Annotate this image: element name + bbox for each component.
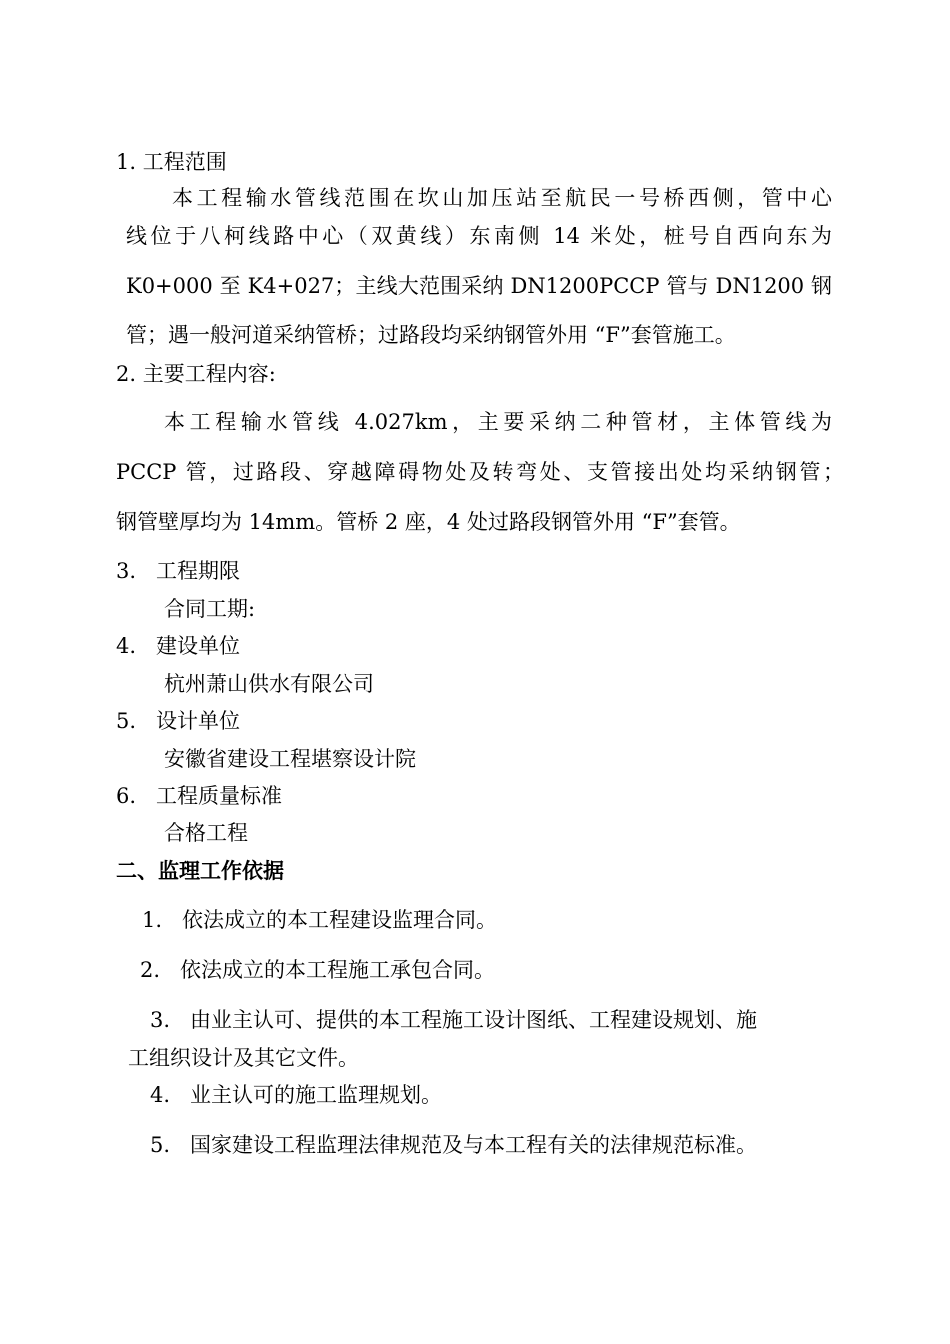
section-2-line-1: 本工程输水管线 4.027km，主要采纳二种管材，主体管线为: [164, 410, 832, 434]
section-2-heading: 2. 主要工程内容:: [116, 362, 276, 386]
section-1-line-2: 线位于八柯线路中心（双黄线）东南侧 14 米处，桩号自西向东为: [126, 224, 832, 248]
section-3-text: 合同工期:: [164, 597, 256, 621]
section-5-text: 安徽省建设工程堪察设计院: [164, 747, 416, 771]
basis-item-3-line-2: 工组织设计及其它文件。: [128, 1046, 359, 1070]
basis-item-2: 2. 依法成立的本工程施工承包合同。: [140, 958, 496, 982]
basis-title: 二、监理工作依据: [116, 859, 284, 883]
section-1-line-4: 管；遇一般河道采纳管桥；过路段均采纳钢管外用 “F”套管施工。: [126, 323, 736, 347]
section-1-line-1: 本工程输水管线范围在坎山加压站至航民一号桥西侧，管中心: [172, 186, 832, 210]
section-6-text: 合格工程: [164, 821, 248, 845]
section-5-heading: 5. 设计单位: [116, 709, 241, 733]
section-6-heading: 6. 工程质量标准: [116, 784, 283, 808]
section-4-heading: 4. 建设单位: [116, 634, 241, 658]
basis-item-1: 1. 依法成立的本工程建设监理合同。: [142, 908, 498, 932]
basis-item-4: 4. 业主认可的施工监理规划。: [150, 1083, 443, 1107]
section-2-line-3: 钢管壁厚均为 14mm。管桥 2 座，4 处过路段钢管外用 “F”套管。: [116, 510, 741, 534]
basis-item-5: 5. 国家建设工程监理法律规范及与本工程有关的法律规范标准。: [150, 1133, 758, 1157]
section-4-text: 杭州萧山供水有限公司: [164, 672, 374, 696]
basis-item-3-line-1: 3. 由业主认可、提供的本工程施工设计图纸、工程建设规划、施: [150, 1008, 758, 1032]
section-1-line-3: K0+000 至 K4+027；主线大范围采纳 DN1200PCCP 管与 DN1200 钢: [126, 274, 832, 298]
section-1-heading: 1. 工程范围: [116, 150, 227, 174]
section-2-line-2: PCCP 管，过路段、穿越障碍物处及转弯处、支管接出处均采纳钢管；: [116, 460, 844, 484]
section-3-heading: 3. 工程期限: [116, 559, 241, 583]
